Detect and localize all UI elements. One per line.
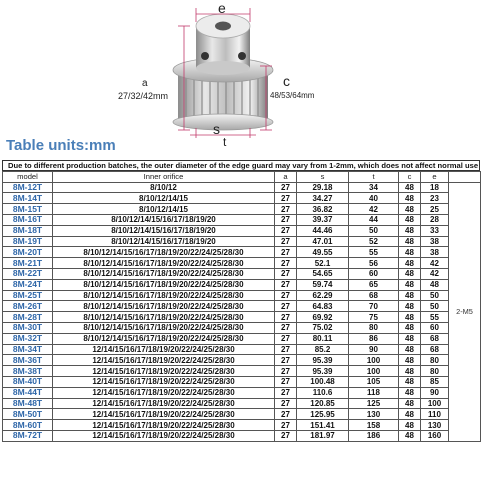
table-cell: 86 xyxy=(349,333,399,344)
table-cell: 55 xyxy=(349,247,399,258)
table-cell: 27 xyxy=(275,312,297,323)
table-cell: 27 xyxy=(275,301,297,312)
table-cell: 27 xyxy=(275,420,297,431)
table-cell: 27 xyxy=(275,204,297,215)
table-cell: 100 xyxy=(349,355,399,366)
table-cell: 48 xyxy=(399,225,421,236)
table-cell: 40 xyxy=(349,193,399,204)
specs-table xyxy=(2,171,481,442)
table-cell: 27 xyxy=(275,366,297,377)
dim-label-s: s xyxy=(213,121,220,137)
model-cell: 8M-38T xyxy=(3,366,53,377)
table-cell: 60 xyxy=(421,322,449,333)
table-cell: 130 xyxy=(421,420,449,431)
table-row xyxy=(3,322,481,333)
table-cell: 59.74 xyxy=(297,279,349,290)
column-header: t xyxy=(349,172,399,183)
table-cell: 48 xyxy=(399,279,421,290)
dim-label-t: t xyxy=(223,135,227,149)
table-cell: 186 xyxy=(349,430,399,441)
table-cell: 100.48 xyxy=(297,376,349,387)
table-cell: 80 xyxy=(349,322,399,333)
table-cell: 48 xyxy=(399,366,421,377)
table-cell: 120.85 xyxy=(297,398,349,409)
table-cell: 27 xyxy=(275,290,297,301)
table-row xyxy=(3,376,481,387)
table-cell: 52 xyxy=(349,236,399,247)
table-cell: 36.82 xyxy=(297,204,349,215)
table-cell: 48 xyxy=(399,322,421,333)
table-cell: 64.83 xyxy=(297,301,349,312)
table-cell: 8/10/12/14/15/16/17/18/19/20/22/24/25/28/30 xyxy=(53,333,275,344)
table-cell: 12/14/15/16/17/18/19/20/22/24/25/28/30 xyxy=(53,387,275,398)
table-cell: 130 xyxy=(349,409,399,420)
table-cell: 118 xyxy=(349,387,399,398)
table-cell: 8/10/12/14/15/16/17/18/19/20 xyxy=(53,225,275,236)
table-cell: 48 xyxy=(399,258,421,269)
dim-label-a: a xyxy=(142,78,148,89)
table-cell: 48 xyxy=(399,268,421,279)
table-cell: 39.37 xyxy=(297,214,349,225)
table-cell: 44.46 xyxy=(297,225,349,236)
table-cell: 27 xyxy=(275,376,297,387)
table-row xyxy=(3,333,481,344)
set-screw-label: 2-M5 xyxy=(449,182,481,441)
model-cell: 8M-16T xyxy=(3,214,53,225)
table-cell: 95.39 xyxy=(297,366,349,377)
table-cell: 29.18 xyxy=(297,182,349,193)
table-cell: 100 xyxy=(421,398,449,409)
model-cell: 8M-15T xyxy=(3,204,53,215)
table-cell: 44 xyxy=(349,214,399,225)
table-cell: 28 xyxy=(421,214,449,225)
table-cell: 48 xyxy=(399,204,421,215)
dim-label-a-values: 27/32/42mm xyxy=(118,91,169,101)
table-cell: 50 xyxy=(349,225,399,236)
model-cell: 8M-18T xyxy=(3,225,53,236)
table-cell: 95.39 xyxy=(297,355,349,366)
table-row xyxy=(3,182,481,193)
production-note: Due to different production batches, the outer diameter of the edge guard may vary from 1-2mm, which does not affect normal use xyxy=(2,160,480,171)
table-cell: 48 xyxy=(399,409,421,420)
table-row xyxy=(3,193,481,204)
table-cell: 48 xyxy=(399,182,421,193)
model-cell: 8M-72T xyxy=(3,430,53,441)
table-cell: 27 xyxy=(275,333,297,344)
table-row xyxy=(3,279,481,290)
table-cell: 27 xyxy=(275,225,297,236)
table-cell: 27 xyxy=(275,322,297,333)
model-cell: 8M-40T xyxy=(3,376,53,387)
units-title: Table units:mm xyxy=(6,137,116,154)
table-cell: 27 xyxy=(275,398,297,409)
table-cell: 12/14/15/16/17/18/19/20/22/24/25/28/30 xyxy=(53,355,275,366)
table-cell: 8/10/12/14/15 xyxy=(53,204,275,215)
table-cell: 12/14/15/16/17/18/19/20/22/24/25/28/30 xyxy=(53,344,275,355)
dim-label-e: e xyxy=(218,0,226,16)
model-cell: 8M-21T xyxy=(3,258,53,269)
model-cell: 8M-50T xyxy=(3,409,53,420)
table-cell: 80.11 xyxy=(297,333,349,344)
table-cell: 52.1 xyxy=(297,258,349,269)
column-header: model xyxy=(3,172,53,183)
table-cell: 12/14/15/16/17/18/19/20/22/24/25/28/30 xyxy=(53,376,275,387)
model-cell: 8M-60T xyxy=(3,420,53,431)
model-cell: 8M-32T xyxy=(3,333,53,344)
table-cell: 33 xyxy=(421,225,449,236)
column-header: a xyxy=(275,172,297,183)
table-cell: 110 xyxy=(421,409,449,420)
model-cell: 8M-24T xyxy=(3,279,53,290)
model-cell: 8M-12T xyxy=(3,182,53,193)
model-cell: 8M-30T xyxy=(3,322,53,333)
table-cell: 8/10/12/14/15/16/17/18/19/20/22/24/25/28/30 xyxy=(53,322,275,333)
model-cell: 8M-48T xyxy=(3,398,53,409)
table-cell: 27 xyxy=(275,279,297,290)
table-cell: 48 xyxy=(399,290,421,301)
table-cell: 48 xyxy=(399,333,421,344)
model-cell: 8M-19T xyxy=(3,236,53,247)
table-cell: 8/10/12/14/15 xyxy=(53,193,275,204)
table-row xyxy=(3,225,481,236)
table-row xyxy=(3,258,481,269)
table-row xyxy=(3,420,481,431)
table-cell: 48 xyxy=(399,344,421,355)
table-cell: 56 xyxy=(349,258,399,269)
table-cell: 27 xyxy=(275,247,297,258)
table-cell: 8/10/12 xyxy=(53,182,275,193)
table-cell: 90 xyxy=(421,387,449,398)
table-cell: 54.65 xyxy=(297,268,349,279)
column-header: s xyxy=(297,172,349,183)
model-cell: 8M-28T xyxy=(3,312,53,323)
model-cell: 8M-44T xyxy=(3,387,53,398)
table-cell: 8/10/12/14/15/16/17/18/19/20/22/24/25/28/30 xyxy=(53,312,275,323)
table-cell: 34.27 xyxy=(297,193,349,204)
table-cell: 25 xyxy=(421,204,449,215)
table-cell: 85.2 xyxy=(297,344,349,355)
table-cell: 27 xyxy=(275,193,297,204)
model-cell: 8M-14T xyxy=(3,193,53,204)
table-cell: 68 xyxy=(421,344,449,355)
table-cell: 47.01 xyxy=(297,236,349,247)
table-row xyxy=(3,247,481,258)
table-cell: 48 xyxy=(399,236,421,247)
column-header: c xyxy=(399,172,421,183)
table-cell: 80 xyxy=(421,366,449,377)
table-cell: 12/14/15/16/17/18/19/20/22/24/25/28/30 xyxy=(53,420,275,431)
table-cell: 12/14/15/16/17/18/19/20/22/24/25/28/30 xyxy=(53,409,275,420)
table-cell: 50 xyxy=(421,290,449,301)
table-cell: 27 xyxy=(275,409,297,420)
table-cell: 42 xyxy=(349,204,399,215)
table-cell: 27 xyxy=(275,258,297,269)
table-cell: 48 xyxy=(399,398,421,409)
table-cell: 38 xyxy=(421,247,449,258)
table-cell: 70 xyxy=(349,301,399,312)
table-cell: 125 xyxy=(349,398,399,409)
table-cell: 48 xyxy=(399,430,421,441)
table-cell: 8/10/12/14/15/16/17/18/19/20 xyxy=(53,214,275,225)
dim-label-c: c xyxy=(283,73,290,89)
column-header: Inner orifice xyxy=(53,172,275,183)
table-cell: 42 xyxy=(421,268,449,279)
table-cell: 48 xyxy=(399,193,421,204)
table-cell: 48 xyxy=(399,376,421,387)
table-cell: 8/10/12/14/15/16/17/18/19/20/22/24/25/28/30 xyxy=(53,268,275,279)
table-cell: 110.6 xyxy=(297,387,349,398)
table-cell: 8/10/12/14/15/16/17/18/19/20/22/24/25/28/30 xyxy=(53,258,275,269)
table-cell: 68 xyxy=(421,333,449,344)
table-cell: 27 xyxy=(275,182,297,193)
table-cell: 12/14/15/16/17/18/19/20/22/24/25/28/30 xyxy=(53,398,275,409)
model-cell: 8M-26T xyxy=(3,301,53,312)
table-cell: 48 xyxy=(399,420,421,431)
table-cell: 27 xyxy=(275,355,297,366)
table-cell: 8/10/12/14/15/16/17/18/19/20 xyxy=(53,236,275,247)
table-row xyxy=(3,387,481,398)
table-cell: 8/10/12/14/15/16/17/18/19/20/22/24/25/28/30 xyxy=(53,279,275,290)
table-cell: 62.29 xyxy=(297,290,349,301)
table-row xyxy=(3,409,481,420)
table-cell: 181.97 xyxy=(297,430,349,441)
table-cell: 27 xyxy=(275,268,297,279)
table-cell: 48 xyxy=(399,355,421,366)
table-cell: 48 xyxy=(399,387,421,398)
table-cell: 69.92 xyxy=(297,312,349,323)
table-row xyxy=(3,214,481,225)
table-cell: 160 xyxy=(421,430,449,441)
table-cell: 27 xyxy=(275,430,297,441)
table-cell: 55 xyxy=(421,312,449,323)
pulley-body xyxy=(173,14,273,130)
column-header: e xyxy=(421,172,449,183)
table-cell: 68 xyxy=(349,290,399,301)
dim-label-c-values: 48/53/64mm xyxy=(270,91,315,100)
table-cell: 50 xyxy=(421,301,449,312)
table-cell: 34 xyxy=(349,182,399,193)
model-cell: 8M-34T xyxy=(3,344,53,355)
table-cell: 49.55 xyxy=(297,247,349,258)
table-cell: 18 xyxy=(421,182,449,193)
table-cell: 8/10/12/14/15/16/17/18/19/20/22/24/25/28/30 xyxy=(53,247,275,258)
table-cell: 12/14/15/16/17/18/19/20/22/24/25/28/30 xyxy=(53,430,275,441)
table-row xyxy=(3,301,481,312)
table-cell: 100 xyxy=(349,366,399,377)
table-row xyxy=(3,312,481,323)
table-cell: 105 xyxy=(349,376,399,387)
table-cell: 125.95 xyxy=(297,409,349,420)
table-cell: 85 xyxy=(421,376,449,387)
table-cell: 48 xyxy=(421,279,449,290)
table-cell: 8/10/12/14/15/16/17/18/19/20/22/24/25/28/30 xyxy=(53,301,275,312)
table-cell: 48 xyxy=(399,247,421,258)
table-cell: 151.41 xyxy=(297,420,349,431)
table-cell: 27 xyxy=(275,344,297,355)
table-row xyxy=(3,430,481,441)
table-cell: 90 xyxy=(349,344,399,355)
table-row xyxy=(3,268,481,279)
table-cell: 42 xyxy=(421,258,449,269)
table-cell: 27 xyxy=(275,387,297,398)
table-cell: 80 xyxy=(421,355,449,366)
table-cell: 75 xyxy=(349,312,399,323)
table-cell: 12/14/15/16/17/18/19/20/22/24/25/28/30 xyxy=(53,366,275,377)
model-cell: 8M-22T xyxy=(3,268,53,279)
table-cell: 48 xyxy=(399,214,421,225)
table-cell: 38 xyxy=(421,236,449,247)
table-row xyxy=(3,366,481,377)
table-cell: 75.02 xyxy=(297,322,349,333)
table-row xyxy=(3,290,481,301)
table-row xyxy=(3,344,481,355)
table-cell: 23 xyxy=(421,193,449,204)
table-cell: 8/10/12/14/15/16/17/18/19/20/22/24/25/28/30 xyxy=(53,290,275,301)
column-header-blank xyxy=(449,172,481,183)
table-cell: 27 xyxy=(275,236,297,247)
table-row xyxy=(3,355,481,366)
table-header-row xyxy=(3,172,481,183)
model-cell: 8M-25T xyxy=(3,290,53,301)
table-cell: 27 xyxy=(275,214,297,225)
model-cell: 8M-20T xyxy=(3,247,53,258)
table-row xyxy=(3,398,481,409)
table-cell: 158 xyxy=(349,420,399,431)
table-row xyxy=(3,204,481,215)
table-cell: 48 xyxy=(399,312,421,323)
table-cell: 60 xyxy=(349,268,399,279)
table-cell: 48 xyxy=(399,301,421,312)
table-row xyxy=(3,236,481,247)
table-cell: 65 xyxy=(349,279,399,290)
model-cell: 8M-36T xyxy=(3,355,53,366)
